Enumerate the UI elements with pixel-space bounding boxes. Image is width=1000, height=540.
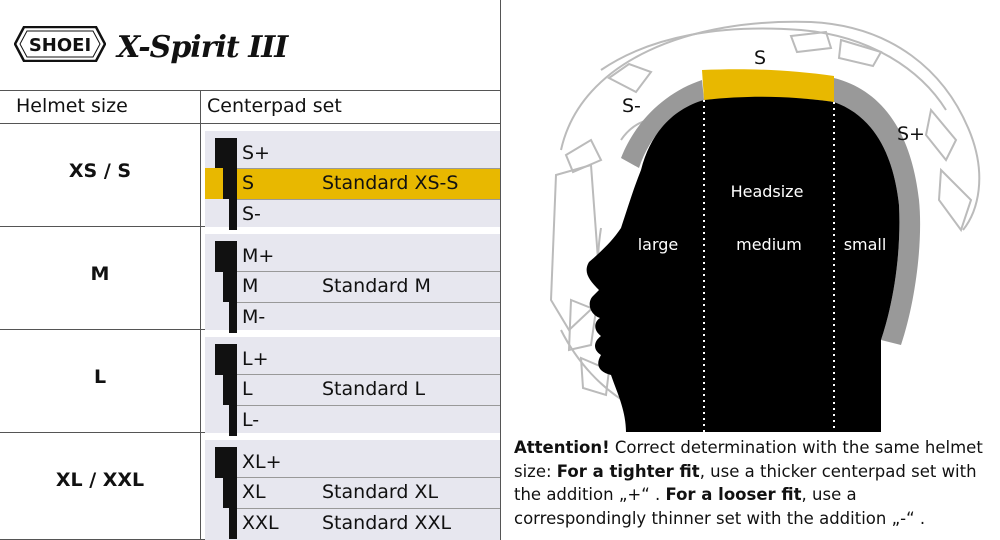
zone-medium: medium [736, 235, 802, 254]
brand-name: SHOEI [28, 35, 92, 56]
centerpad-row [205, 405, 500, 436]
centerpad-code: L [242, 378, 253, 400]
centerpad-code: L- [242, 409, 260, 431]
row-divider [233, 302, 500, 303]
centerpad-code: XL+ [242, 451, 282, 473]
centerpad-code: XXL [242, 512, 279, 534]
table-header [0, 91, 500, 124]
centerpad-name: Standard XXL [322, 512, 452, 534]
row-divider [233, 508, 500, 509]
note-attention: Attention! [514, 438, 610, 457]
helmet-size-label: L [93, 366, 107, 388]
centerpad-row [205, 374, 500, 405]
centerpad-name: Standard XS-S [322, 172, 459, 194]
centerpad-row [205, 199, 500, 230]
label-s-plus: S+ [897, 123, 925, 145]
label-s: S [753, 47, 767, 69]
pad-thickness-bar [229, 302, 237, 333]
header-helmet-size: Helmet size [16, 95, 128, 117]
row-divider [233, 168, 500, 169]
row-divider [233, 199, 500, 200]
pad-thickness-bar [215, 344, 237, 375]
row-divider [233, 271, 500, 272]
row-divider [233, 405, 500, 406]
centerpad-row [205, 447, 500, 478]
model-logo: X-Spirit III [117, 30, 288, 65]
label-s-minus: S- [622, 95, 641, 117]
zone-small: small [843, 235, 887, 254]
note-text-1: Correct determination with the same helmet size: [514, 438, 983, 481]
note-text-3: , use a correspondingly thinner set with the addition „-“ . [514, 485, 926, 528]
helmet-size-label: XS / S [68, 160, 132, 182]
note-looser: For a looser fit [665, 485, 802, 504]
head-diagram [501, 0, 1000, 432]
headsize-title: Headsize [730, 182, 804, 201]
centerpad-code: S [242, 172, 255, 194]
centerpad-code: M+ [242, 245, 275, 267]
size-group [0, 433, 500, 540]
centerpad-row [205, 271, 500, 302]
attention-note [514, 436, 992, 530]
size-group [0, 227, 500, 330]
centerpad-row [205, 302, 500, 333]
centerpad-row [205, 241, 500, 272]
pad-thickness-bar [223, 477, 237, 508]
centerpad-name: Standard L [322, 378, 426, 400]
size-group [0, 124, 500, 227]
pad-thickness-bar [215, 447, 237, 478]
header-centerpad-set: Centerpad set [207, 95, 342, 117]
shoei-logo [14, 26, 106, 62]
zone-large: large [637, 235, 679, 254]
helmet-size-label: XL / XXL [55, 469, 145, 491]
centerpad-code: M [242, 275, 259, 297]
centerpad-code: S+ [242, 142, 270, 164]
pad-thickness-bar [223, 271, 237, 302]
centerpad-row [205, 508, 500, 539]
pad-thickness-bar [229, 508, 237, 539]
centerpad-name: Standard M [322, 275, 431, 297]
centerpad-row [205, 477, 500, 508]
pad-thickness-bar [215, 241, 237, 272]
row-divider [233, 477, 500, 478]
helmet-size-label: M [90, 263, 110, 285]
centerpad-code: S- [242, 203, 261, 225]
note-text-2: , use a thicker centerpad set with the addition „+“ . [514, 461, 977, 504]
note-tighter: For a tighter fit [556, 461, 700, 481]
centerpad-code: XL [242, 481, 266, 503]
centerpad-name: Standard XL [322, 481, 439, 503]
row-divider [233, 374, 500, 375]
size-group [0, 330, 500, 433]
pad-thickness-bar [215, 138, 237, 169]
pad-thickness-bar [229, 199, 237, 230]
centerpad-code: L+ [242, 348, 269, 370]
centerpad-row [205, 168, 500, 199]
centerpad-code: M- [242, 306, 266, 328]
pad-thickness-bar [223, 374, 237, 405]
pad-thickness-bar [223, 168, 237, 199]
centerpad-row [205, 138, 500, 169]
brand-header [0, 0, 500, 91]
pad-thickness-bar [229, 405, 237, 436]
centerpad-row [205, 344, 500, 375]
